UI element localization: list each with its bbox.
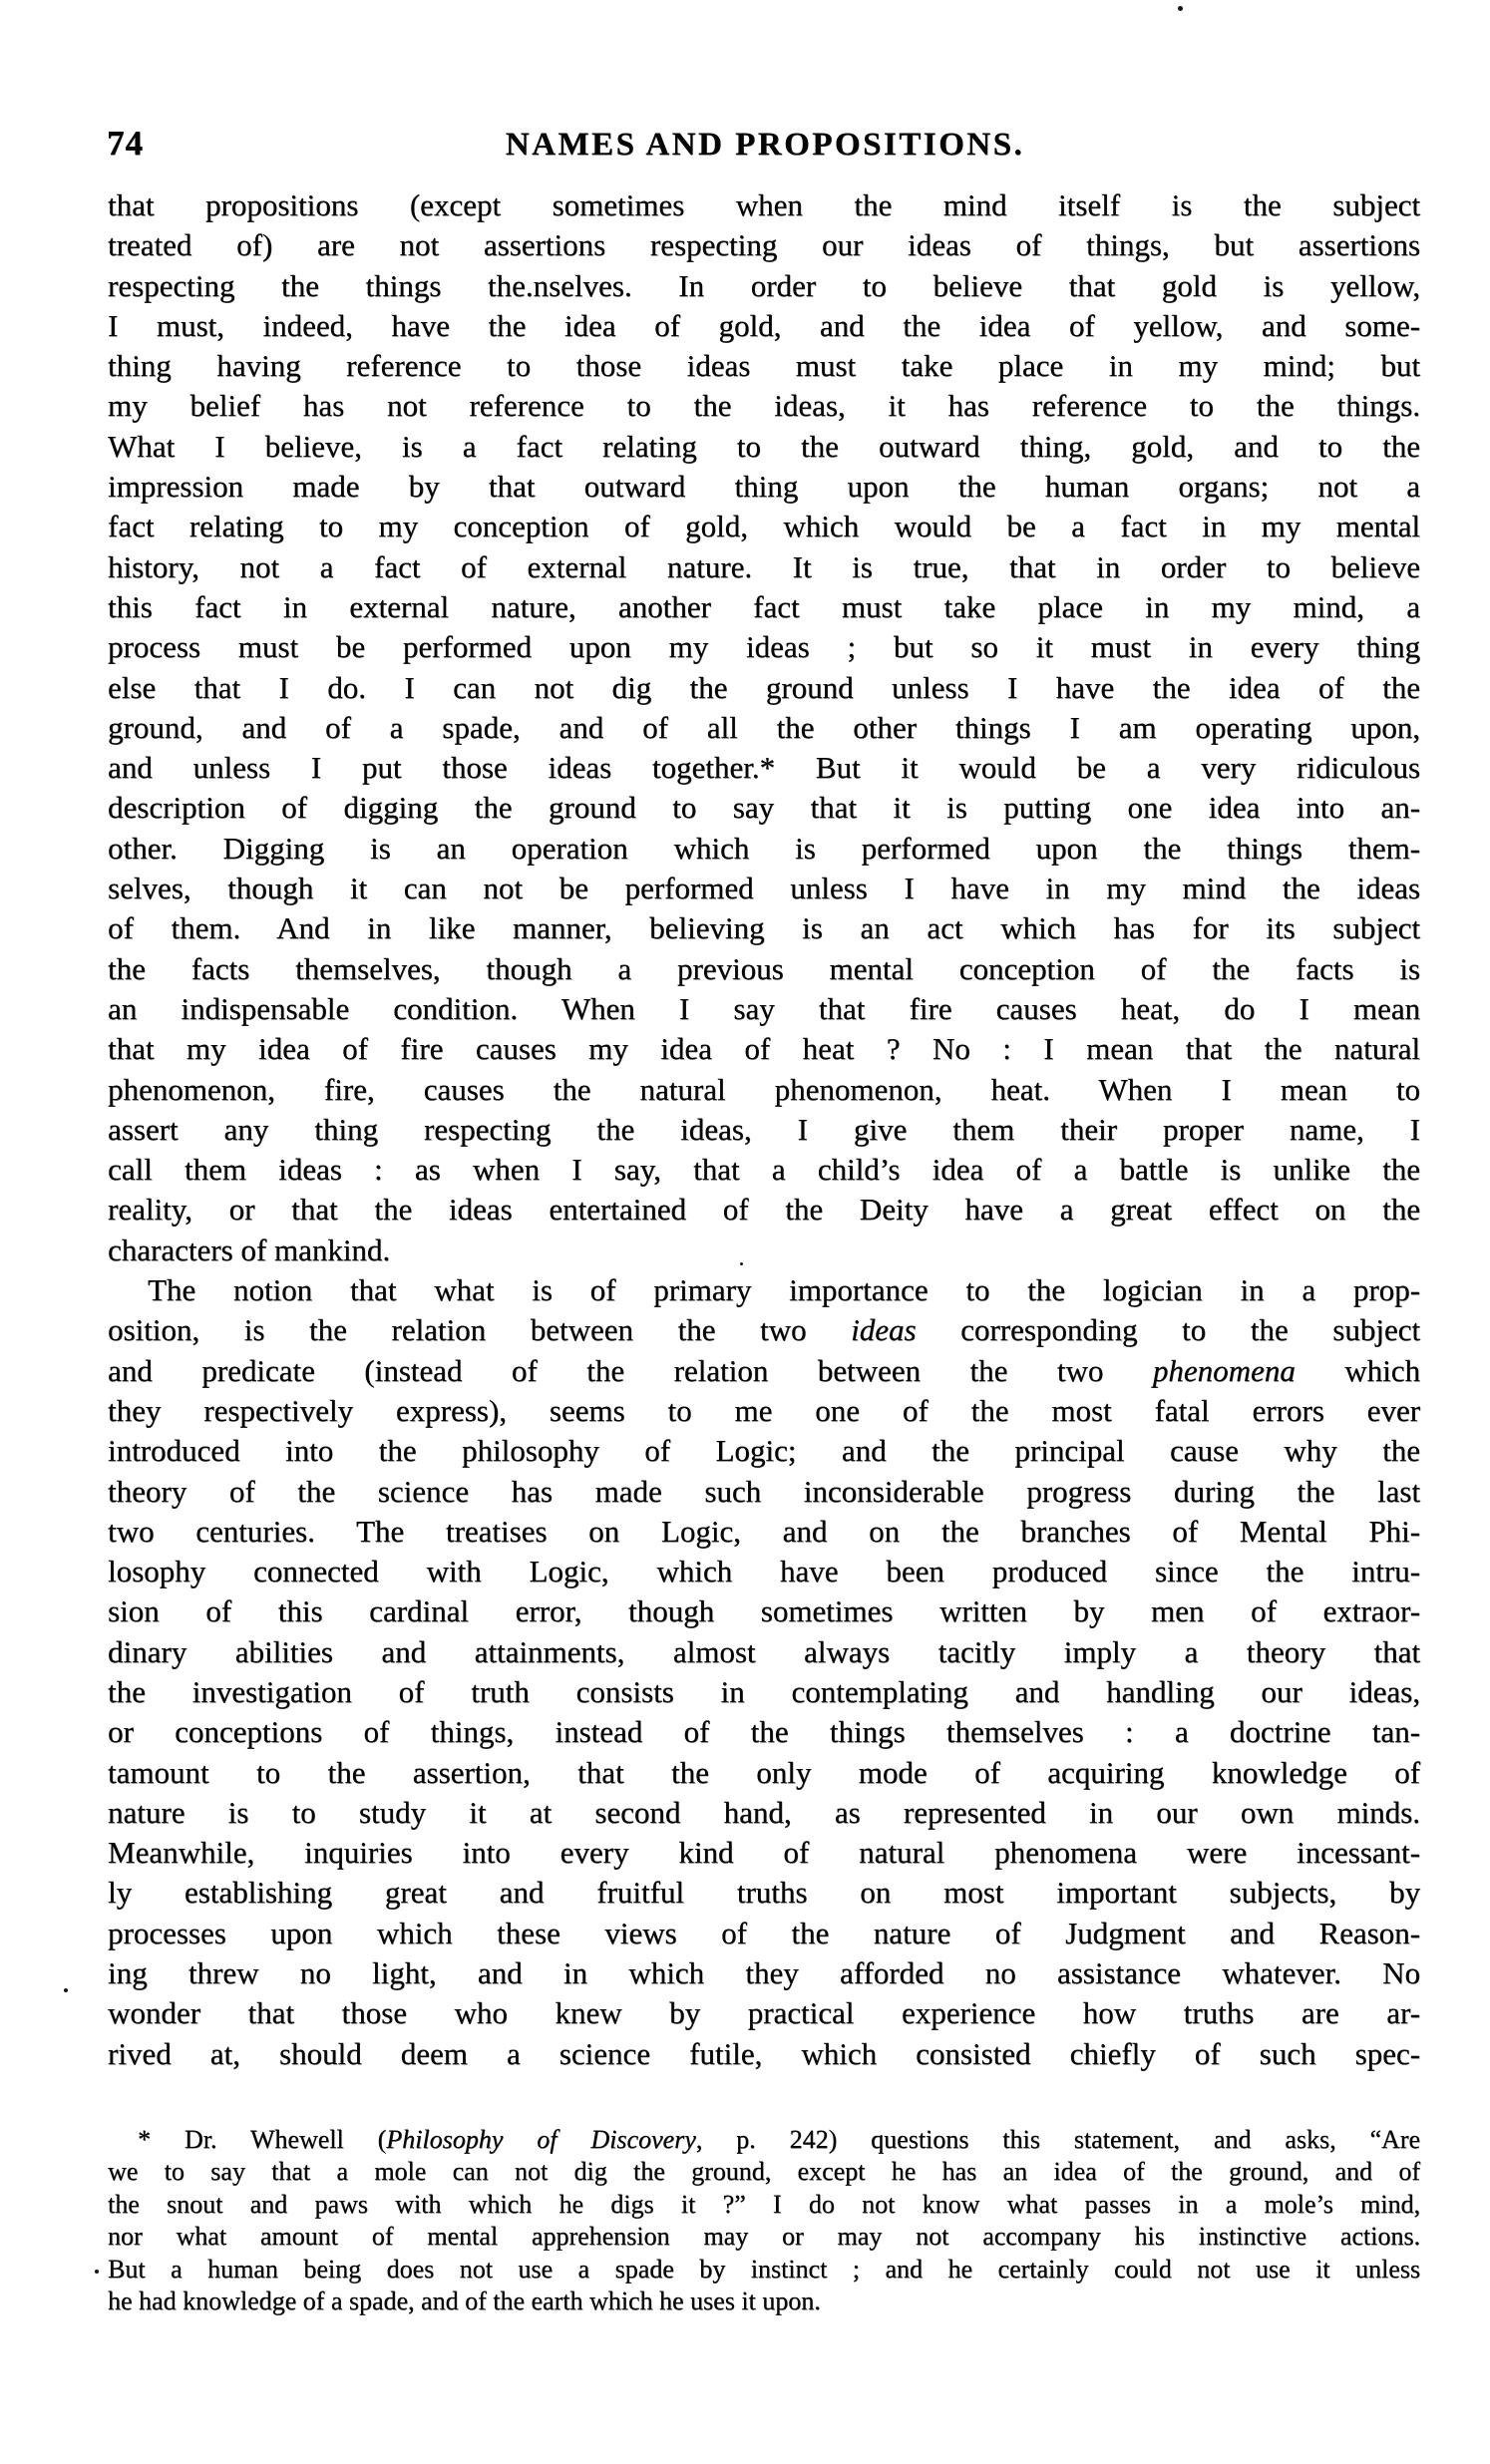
text-line: losophy connected with Logic, which have been produced since the intru-: [108, 1554, 1420, 1589]
text-line: my belief has not reference to the ideas, it has reference to the things.: [108, 388, 1420, 424]
text-line: other. Digging is an operation which is performed upon the things them-: [108, 830, 1420, 866]
running-title: NAMES AND PROPOSITIONS.: [505, 127, 1025, 163]
text-line: phenomenon, fire, causes the natural phenomenon, heat. When I mean to: [108, 1071, 1420, 1107]
scan-speck: [1178, 6, 1183, 11]
text-line: call them ideas : as when I say, that a child’s idea of a battle is unlike the: [108, 1152, 1420, 1188]
text-line: thing having reference to those ideas must take place in my mind; but: [108, 348, 1420, 384]
text-line: ground, and of a spade, and of all the other things I am operating upon,: [108, 709, 1420, 745]
text-line: that my idea of fire causes my idea of heat ? No : I mean that the natural: [108, 1031, 1420, 1067]
text-line: * Dr. Whewell (Philosophy of Discovery, p. 242) questions this statement, and asks, “Are: [138, 2125, 1420, 2154]
text-line: I must, indeed, have the idea of gold, and the idea of yellow, and some-: [108, 307, 1420, 343]
text-line: the snout and paws with which he digs it ?” I do not know what passes in a mole’s mind,: [108, 2189, 1420, 2219]
text-line: introduced into the philosophy of Logic; and the principal cause why the: [108, 1433, 1420, 1469]
text-line: impression made by that outward thing upon the human organs; not a: [108, 469, 1420, 505]
text-line: processes upon which these views of the nature of Judgment and Reason-: [108, 1915, 1420, 1950]
text-line: fact relating to my conception of gold, which would be a fact in my mental: [108, 509, 1420, 544]
scan-speck: [95, 2270, 99, 2274]
text-line: we to say that a mole can not dig the ground, except he has an idea of the ground, and of: [108, 2157, 1420, 2187]
text-line: this fact in external nature, another fact must take place in my mind, a: [108, 588, 1420, 624]
text-line: But a human being does not use a spade by instinct ; and he certainly could not use it unless: [108, 2254, 1420, 2284]
text-line: nature is to study it at second hand, as represented in our own minds.: [108, 1794, 1420, 1830]
text-line: wonder that those who knew by practical experience how truths are ar-: [108, 1995, 1420, 2031]
text-line: treated of) are not assertions respecting our ideas of things, but assertions: [108, 227, 1420, 263]
text-line: sion of this cardinal error, though sometimes written by men of extraor-: [108, 1593, 1420, 1629]
text-line: osition, is the relation between the two ideas corresponding to the subject: [108, 1312, 1421, 1348]
text-line: an indispensable condition. When I say that fire causes heat, do I mean: [108, 990, 1420, 1026]
text-line: tamount to the assertion, that the only mode of acquiring knowledge of: [108, 1754, 1420, 1790]
text-line: two centuries. The treatises on Logic, and on the branches of Mental Phi-: [108, 1513, 1420, 1549]
text-line: and predicate (instead of the relation between the two phenomena which: [108, 1352, 1420, 1388]
text-line: theory of the science has made such inconsiderable progress during the last: [108, 1473, 1420, 1509]
scan-speck: [740, 1262, 743, 1265]
footnote: [108, 2124, 1420, 2317]
text-line: he had knowledge of a spade, and of the earth which he uses it upon.: [108, 2287, 821, 2316]
page-number: 74: [107, 124, 144, 163]
text-line: they respectively express), seems to me one of the most fatal errors ever: [108, 1392, 1420, 1428]
text-line: that propositions (except sometimes when the mind itself is the subject: [108, 187, 1420, 222]
text-line: process must be performed upon my ideas ; but so it must in every thing: [108, 629, 1420, 665]
text-line: ing threw no light, and in which they afforded no assistance whatever. No: [108, 1955, 1420, 1991]
text-line: reality, or that the ideas entertained of the Deity have a great effect on the: [108, 1192, 1420, 1228]
text-line: or conceptions of things, instead of the things themselves : a doctrine tan-: [108, 1714, 1420, 1750]
text-line: the investigation of truth consists in contemplating and handling our ideas,: [108, 1673, 1420, 1709]
body-text: [108, 185, 1420, 2074]
text-line: What I believe, is a fact relating to the outward thing, gold, and to the: [108, 428, 1420, 464]
text-line: history, not a fact of external nature. It is true, that in order to believe: [108, 548, 1420, 584]
text-line: Meanwhile, inquiries into every kind of natural phenomena were incessant-: [108, 1835, 1420, 1871]
text-line: rived at, should deem a science futile, which consisted chiefly of such spec-: [108, 2035, 1420, 2071]
text-line: selves, though it can not be performed unless I have in my mind the ideas: [108, 871, 1420, 906]
scan-speck: [64, 1988, 68, 1992]
text-line: nor what amount of mental apprehension may or may not accompany his instinctive actions.: [108, 2222, 1420, 2252]
text-line: The notion that what is of primary importance to the logician in a prop-: [148, 1272, 1420, 1308]
text-line: and unless I put those ideas together.* But it would be a very ridiculous: [108, 750, 1420, 786]
text-line: of them. And in like manner, believing is an act which has for its subject: [108, 910, 1420, 946]
text-line: description of digging the ground to say that it is putting one idea into an-: [108, 790, 1420, 826]
text-line: dinary abilities and attainments, almost always tacitly imply a theory that: [108, 1633, 1420, 1669]
text-line: characters of mankind.: [108, 1232, 391, 1267]
text-line: ly establishing great and fruitful truths on most important subjects, by: [108, 1875, 1420, 1911]
text-line: assert any thing respecting the ideas, I give them their proper name, I: [108, 1111, 1420, 1147]
text-line: respecting the things the.nselves. In order to believe that gold is yellow,: [108, 267, 1420, 303]
text-line: the facts themselves, though a previous mental conception of the facts is: [108, 950, 1420, 986]
text-line: else that I do. I can not dig the ground unless I have the idea of the: [108, 669, 1420, 705]
